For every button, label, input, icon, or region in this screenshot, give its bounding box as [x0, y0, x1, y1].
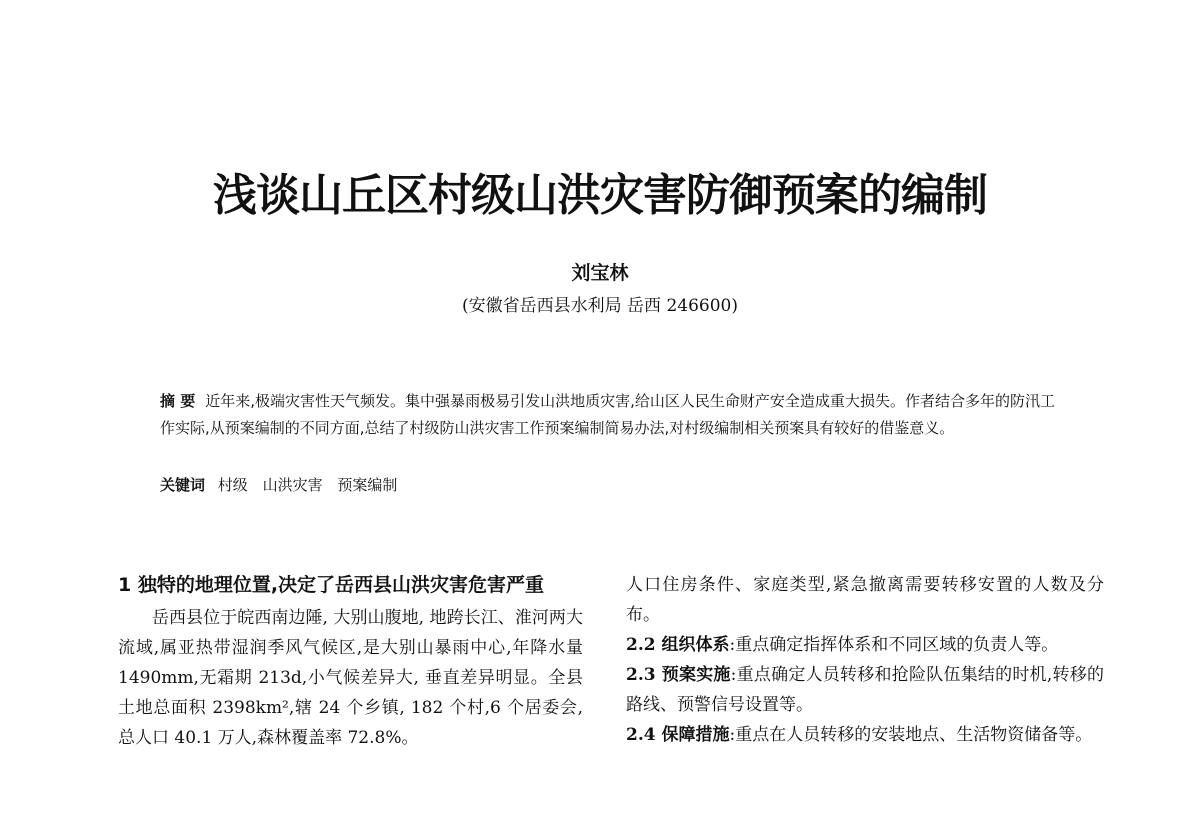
item-label: 2.4 保障措施 — [626, 725, 730, 745]
keyword: 预案编制 — [337, 476, 398, 494]
item-label: 2.2 组织体系 — [626, 635, 730, 655]
keyword: 村级 — [217, 476, 248, 494]
keywords-label: 关键词 — [160, 476, 206, 494]
left-column — [118, 570, 583, 753]
item-text: :重点在人员转移的安装地点、生活物资储备等。 — [729, 725, 1093, 745]
keywords — [160, 472, 1055, 499]
list-item — [626, 630, 1104, 660]
body-paragraph: 岳西县位于皖西南边陲, 大别山腹地, 地跨长江、淮河两大流域,属亚热带湿润季风气候区,是大别山暴雨中心,年降水量 1490mm,无霜期 213d,小气候差异大, 垂直差异明显。全县土地总面积 2398km²,辖 24 个乡镇, 182 个村,6 个居委会,总人口 40.1 万人,森林覆盖率 72.8%。 — [118, 608, 583, 748]
keyword: 山洪灾害 — [262, 476, 323, 494]
author-name: 刘宝林 — [571, 262, 629, 284]
item-label: 2.3 预案实施 — [626, 665, 731, 685]
author-affiliation: (安徽省岳西县水利局 岳西 246600) — [462, 296, 738, 316]
item-text: :重点确定指挥体系和不同区域的负责人等。 — [729, 635, 1059, 655]
list-item — [626, 660, 1104, 720]
abstract-label: 摘 要 — [160, 392, 196, 410]
right-column — [626, 570, 1104, 750]
item-text: :重点确定人员转移和抢险队伍集结的时机,转移的路线、预警信号设置等。 — [626, 665, 1104, 715]
abstract-text: 近年来,极端灾害性天气频发。集中强暴雨极易引发山洪地质灾害,给山区人民生命财产安全造成重大损失。作者结合多年的防汛工作实际,从预案编制的不同方面,总结了村级防山洪灾害工作预案编制简易办法,对村级编制相关预案具有较好的借鉴意义。 — [160, 392, 1055, 437]
body-paragraph: 人口住房条件、家庭类型,紧急撤离需要转移安置的人数及分布。 — [626, 575, 1104, 625]
paper-title: 浅谈山丘区村级山洪灾害防御预案的编制 — [213, 170, 987, 221]
abstract — [160, 388, 1055, 442]
list-item — [626, 720, 1104, 750]
section-heading: 1 独特的地理位置,决定了岳西县山洪灾害危害严重 — [118, 574, 545, 596]
